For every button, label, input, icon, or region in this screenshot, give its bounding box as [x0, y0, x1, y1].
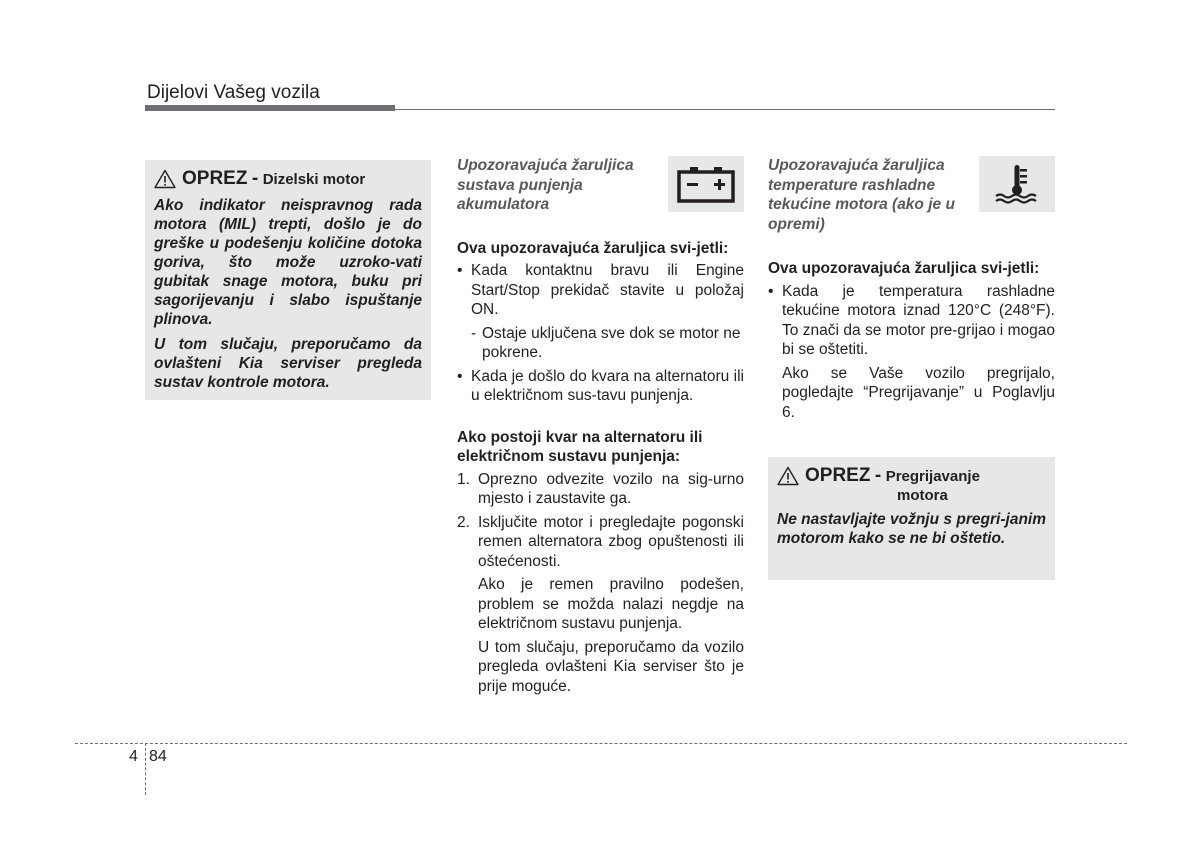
caution-paragraph: Ne nastavljajte vožnju s pregri-janim motorom kako se ne bi oštetio. [777, 511, 1046, 547]
caution-box-diesel [145, 160, 431, 400]
fault-lead: Ako postoji kvar na alternatoru ili električnom sustavu punjenja: [457, 428, 703, 465]
coolant-temperature-icon [992, 163, 1042, 205]
warning-triangle-icon [154, 169, 176, 189]
list-item: • Kada kontaktnu bravu ili Engine Start/Stop prekidač stavite u položaj ON. [457, 262, 744, 318]
caution-box-overheat [768, 457, 1055, 580]
caution-subject: Dizelski motor [262, 171, 366, 188]
step-paragraph: Ako je remen pravilno podešen, problem se možda nalazi negdje na električnom sustavu punjenja. [478, 576, 744, 632]
header-rule-accent [145, 105, 395, 111]
page-number: 84 [149, 748, 167, 765]
caution-label: OPREZ [805, 465, 871, 486]
footer-divider [145, 743, 146, 795]
warning-triangle-icon [777, 466, 799, 486]
step-item: 1. Oprezno odvezite vozilo na sig-urno mjesto i zaustavite ga. [457, 470, 744, 507]
section-title: Dijelovi Vašeg vozila [147, 82, 320, 103]
caution-paragraph: U tom slučaju, preporučamo da ovlašteni Kia serviser pregleda sustav kontrole motora. [154, 336, 422, 391]
battery-icon-box [668, 156, 744, 212]
caution-heading [154, 168, 422, 190]
step-item: 2. Isključite motor i pregledajte pogonski remen alternatora zbog opuštenosti ili oštećenosti. [457, 513, 744, 570]
caution-label: OPREZ [182, 168, 248, 189]
list-item: • Kada je došlo do kvara na alternatoru ili u električnom sus-tavu punjenja. [457, 367, 744, 404]
footer-rule [75, 743, 1127, 744]
charging-warning-title: Upozoravajuća žaruljica sustava punjenja akumulatora [457, 157, 634, 213]
charging-lead: Ova upozoravajuća žaruljica svi-jetli: [457, 239, 729, 257]
coolant-warning-section [768, 156, 1055, 422]
coolant-note: Ako se Vaše vozilo pregrijalo, pogledajte “Pregrijavanje” u Poglavlju 6. [782, 364, 1055, 421]
coolant-icon-box [979, 156, 1055, 212]
list-item: • Kada je temperatura rashladne tekućine motora iznad 120°C (248°F). To znači da se motor pre-grijao i mogao bi se oštetiti. [768, 282, 1055, 358]
caution-subject: Pregrijavanje [885, 468, 980, 485]
caution-separator: - [874, 465, 882, 486]
coolant-lead: Ova upozoravajuća žaruljica svi-jetli: [768, 260, 1040, 277]
caution-heading [777, 465, 1046, 504]
list-sub-item: - Ostaje uključena sve dok se motor ne pokrene. [471, 324, 741, 361]
caution-separator: - [251, 168, 259, 189]
caution-subject-line2: motora [897, 487, 948, 504]
step-paragraph: U tom slučaju, preporučamo da vozilo pregleda ovlašteni Kia serviser što je prije moguće. [478, 638, 744, 695]
battery-icon [676, 164, 736, 204]
coolant-warning-title: Upozoravajuća žaruljica temperature rashladne tekućine motora (ako je u opremi) [768, 157, 955, 233]
caution-paragraph: Ako indikator neispravnog rada motora (MIL) trepti, došlo je do greške u podešenju količine dotoka goriva, što može uzroko-vati gubitak snage motora, buku pri sagorijevanju i slabo ispuštanje plinova. [154, 197, 422, 328]
charging-warning-section [457, 156, 744, 696]
chapter-number: 4 [129, 748, 138, 765]
